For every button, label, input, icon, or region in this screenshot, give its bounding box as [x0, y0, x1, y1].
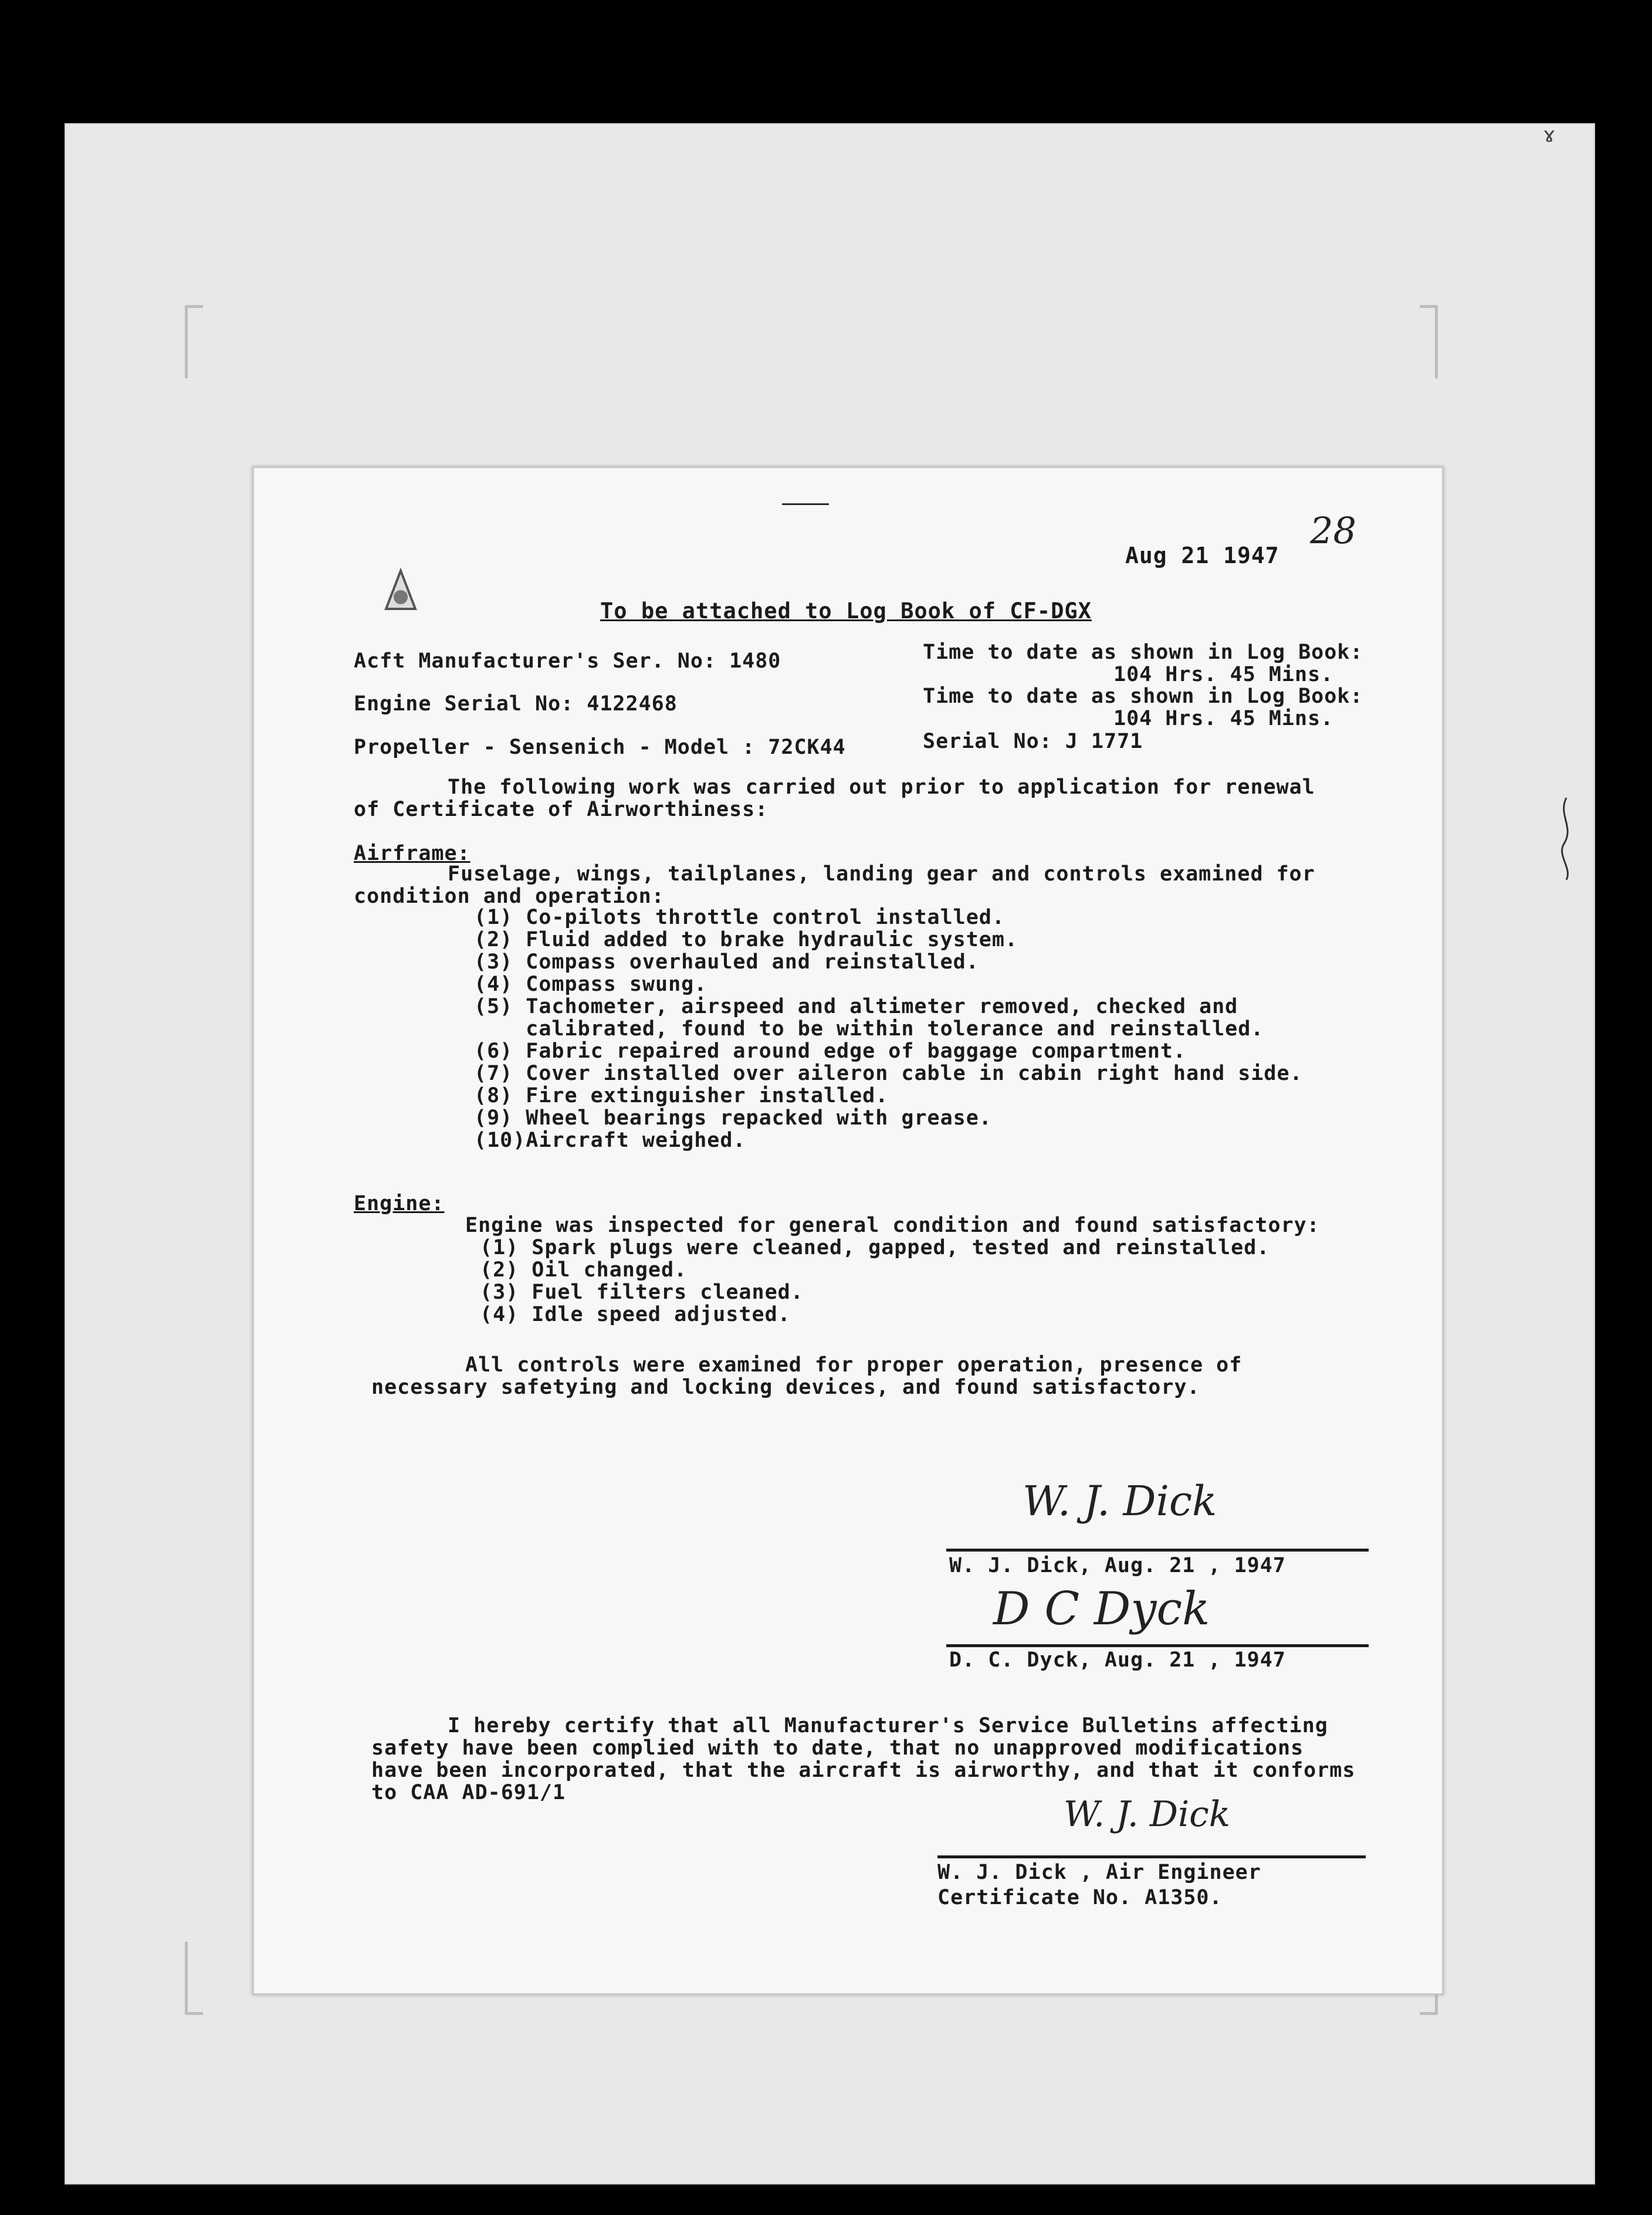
controls-line-2: necessary safetying and locking devices, and found satisfactory. — [371, 1376, 1200, 1399]
document-title: To be attached to Log Book of CF-DGX — [600, 598, 1092, 624]
crop-mark-top-right — [1420, 305, 1438, 378]
aircraft-serial: Acft Manufacturer's Ser. No: 1480 — [354, 649, 781, 673]
airframe-item: (3) Compass overhauled and reinstalled. — [474, 950, 979, 974]
certification-line: I hereby certify that all Manufacturer's Service Bulletins affecting — [448, 1714, 1328, 1738]
final-signature-printed-1: W. J. Dick , Air Engineer — [937, 1861, 1261, 1884]
document-date: Aug 21 1947 — [1125, 543, 1279, 568]
engine-serial: Engine Serial No: 4122468 — [354, 692, 678, 716]
engine-item: (2) Oil changed. — [480, 1258, 688, 1282]
certification-line: safety have been complied with to date, that no unapproved modifications — [371, 1736, 1304, 1760]
document-page — [252, 466, 1444, 1995]
propeller-info: Propeller - Sensenich - Model : 72CK44 — [354, 736, 846, 759]
final-signature-handwritten: W. J. Dick — [1064, 1794, 1231, 1835]
signature-printed-2: D. C. Dyck, Aug. 21 , 1947 — [949, 1648, 1286, 1672]
corner-scribble: ɤ — [1543, 123, 1556, 147]
engine-item: (4) Idle speed adjusted. — [480, 1303, 791, 1326]
signature-handwritten-2: D C Dyck — [993, 1583, 1210, 1635]
crop-mark-bottom-left — [185, 1942, 203, 2015]
airframe-item: (2) Fluid added to brake hydraulic system. — [474, 928, 1018, 951]
airframe-item: (4) Compass swung. — [474, 973, 707, 996]
airframe-item: (9) Wheel bearings repacked with grease. — [474, 1106, 992, 1130]
certification-line: to CAA AD-691/1 — [371, 1781, 566, 1804]
margin-scribble — [1555, 798, 1578, 880]
top-dash-mark — [782, 503, 829, 505]
crop-mark-top-left — [185, 305, 203, 378]
propeller-serial: Serial No: J 1771 — [923, 730, 1143, 753]
airframe-heading: Airframe: — [354, 842, 470, 865]
airframe-desc-2: condition and operation: — [354, 885, 665, 908]
airframe-item: (7) Cover installed over aileron cable in cabin right hand side. — [474, 1062, 1303, 1085]
page-number: 28 — [1310, 509, 1356, 552]
controls-line-1: All controls were examined for proper operation, presence of — [465, 1353, 1243, 1377]
signature-line-1 — [946, 1549, 1369, 1552]
time-value-2: 104 Hrs. 45 Mins. — [1113, 707, 1334, 730]
certification-line: have been incorporated, that the aircraft is airworthy, and that it conforms — [371, 1759, 1356, 1782]
time-label-2: Time to date as shown in Log Book: — [923, 685, 1363, 708]
intro-line-2: of Certificate of Airworthiness: — [354, 798, 769, 821]
intro-line-1: The following work was carried out prior to application for renewal — [448, 775, 1315, 799]
final-signature-line — [937, 1855, 1366, 1858]
hole-punch-mark — [380, 568, 421, 615]
time-value-1: 104 Hrs. 45 Mins. — [1113, 663, 1334, 686]
engine-item: (3) Fuel filters cleaned. — [480, 1281, 804, 1304]
signature-handwritten-1: W. J. Dick — [1023, 1477, 1217, 1525]
engine-desc: Engine was inspected for general condition and found satisfactory: — [465, 1214, 1320, 1237]
time-label-1: Time to date as shown in Log Book: — [923, 641, 1363, 664]
airframe-item: (6) Fabric repaired around edge of baggage compartment. — [474, 1039, 1186, 1063]
engine-item: (1) Spark plugs were cleaned, gapped, tested and reinstalled. — [480, 1236, 1270, 1259]
airframe-desc-1: Fuselage, wings, tailplanes, landing gear and controls examined for — [448, 862, 1315, 886]
airframe-item: (1) Co-pilots throttle control installed. — [474, 906, 1005, 929]
airframe-item: (10)Aircraft weighed. — [474, 1129, 746, 1152]
airframe-item: calibrated, found to be within tolerance and reinstalled. — [474, 1017, 1264, 1041]
signature-line-2 — [946, 1644, 1369, 1647]
signature-printed-1: W. J. Dick, Aug. 21 , 1947 — [949, 1554, 1286, 1577]
airframe-item: (5) Tachometer, airspeed and altimeter removed, checked and — [474, 995, 1238, 1018]
engine-heading: Engine: — [354, 1192, 445, 1215]
airframe-item: (8) Fire extinguisher installed. — [474, 1084, 889, 1108]
final-signature-printed-2: Certificate No. A1350. — [937, 1886, 1223, 1909]
